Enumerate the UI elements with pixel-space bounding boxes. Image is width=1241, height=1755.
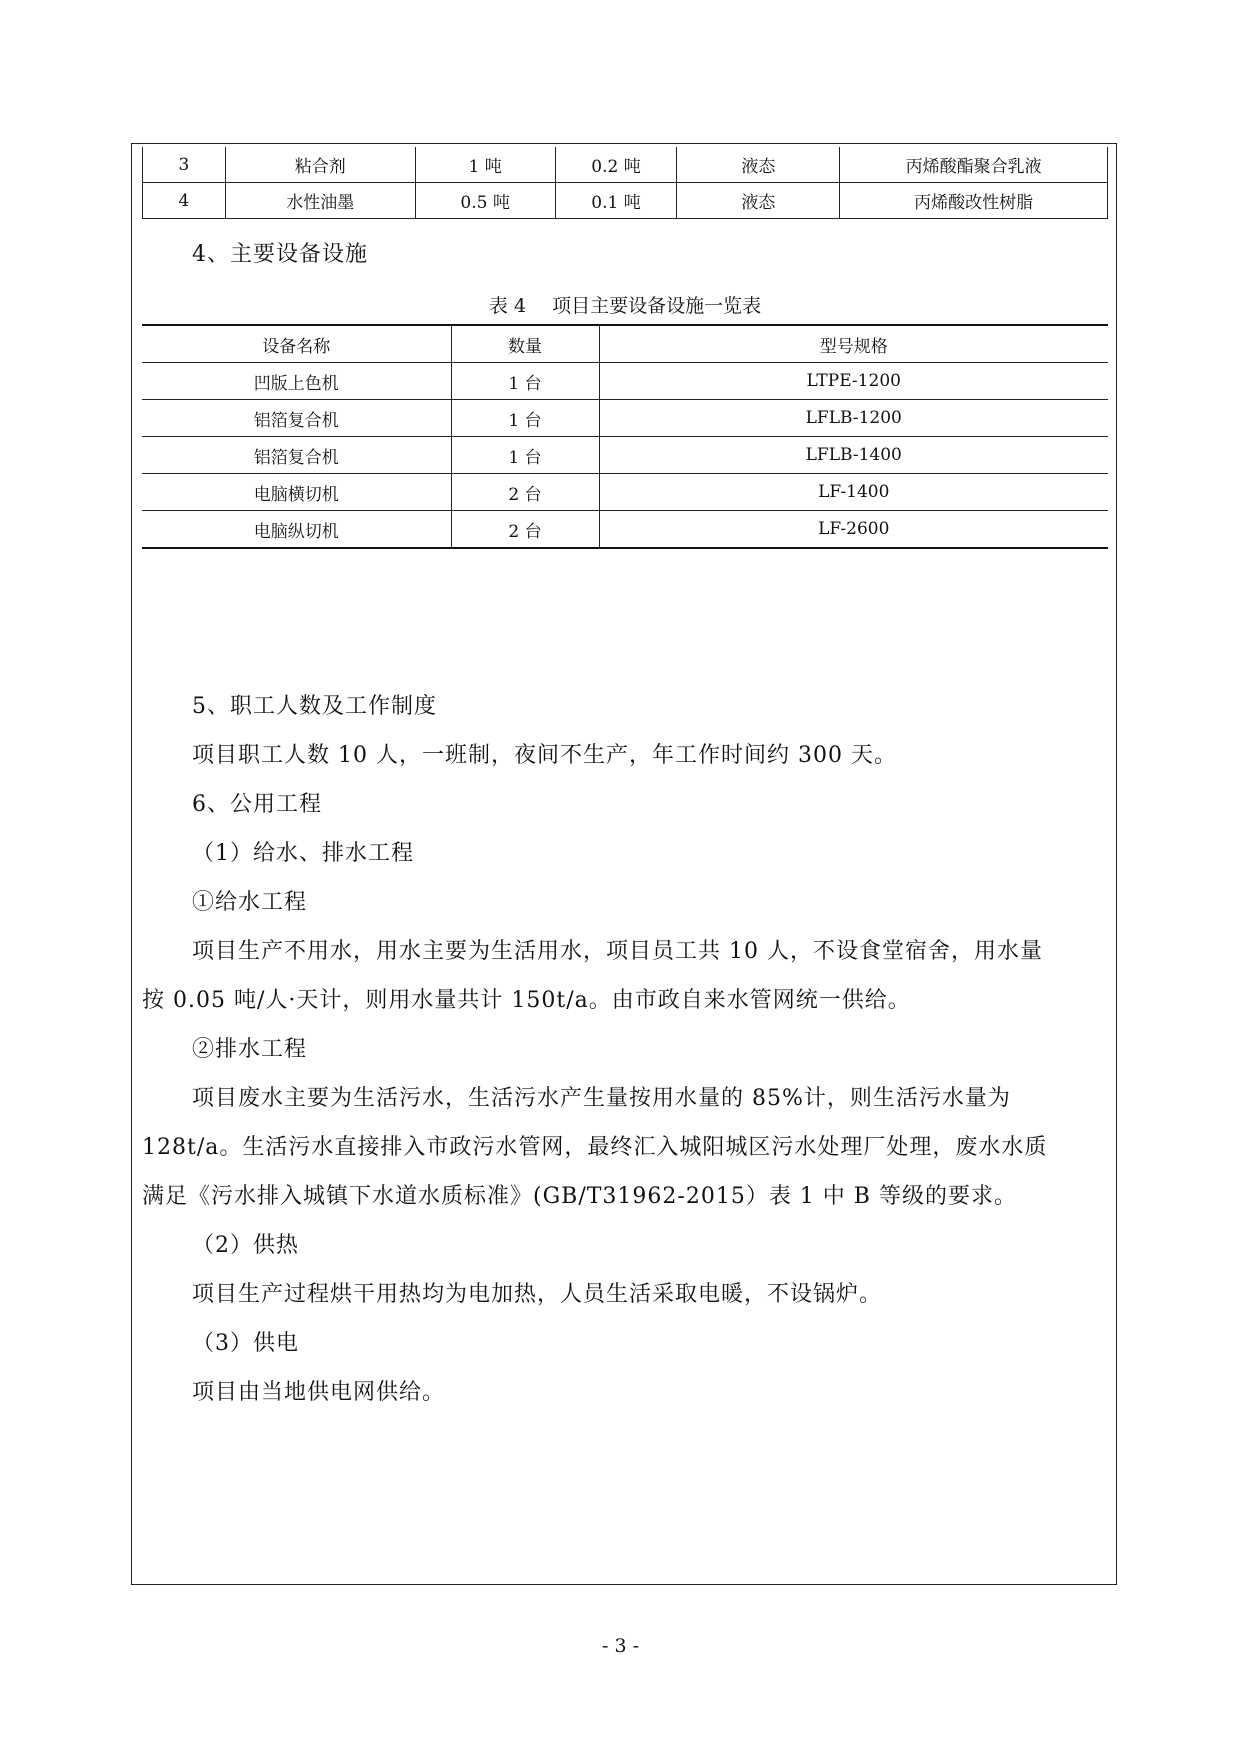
water-supply-line: 项目生产不用水，用水主要为生活用水，项目员工共 10 人，不设食堂宿舍，用水量	[192, 939, 1043, 964]
material-component: 丙烯酸改性树脂	[840, 183, 1108, 219]
drainage-line: 满足《污水排入城镇下水道水质标准》(GB/T31962-2015）表 1 中 B 等级的要求。	[142, 1184, 1017, 1209]
page-number: - 3 -	[601, 1635, 639, 1657]
drainage-title: ②排水工程	[192, 1037, 308, 1062]
material-annual: 1 吨	[415, 147, 555, 183]
equipment-model: LTPE-1200	[599, 363, 1108, 400]
equipment-model: LF-2600	[599, 511, 1108, 549]
subheading-heating: （2）供热	[192, 1233, 299, 1258]
equipment-name: 铝箔复合机	[142, 437, 451, 474]
water-supply-title: ①给水工程	[192, 890, 308, 915]
section-heading-utilities: 6、公用工程	[192, 792, 322, 817]
equipment-table	[142, 324, 1108, 549]
staff-text: 项目职工人数 10 人，一班制，夜间不生产，年工作时间约 300 天。	[192, 743, 897, 768]
equipment-qty: 1 台	[451, 363, 599, 400]
material-state: 液态	[677, 183, 840, 219]
table-row	[143, 147, 1108, 183]
equipment-model: LFLB-1400	[599, 437, 1108, 474]
drainage-line: 128t/a。生活污水直接排入市政污水管网，最终汇入城阳城区污水处理厂处理，废水水质	[142, 1135, 1048, 1160]
material-name: 水性油墨	[225, 183, 415, 219]
section-heading-staff: 5、职工人数及工作制度	[192, 694, 437, 719]
table-row	[143, 183, 1108, 219]
table-row	[142, 363, 1108, 400]
equipment-model: LF-1400	[599, 474, 1108, 511]
section-heading-equipment: 4、主要设备设施	[192, 242, 368, 267]
material-no: 4	[143, 183, 226, 219]
materials-table	[142, 147, 1108, 219]
column-header: 型号规格	[599, 325, 1108, 363]
material-no: 3	[143, 147, 226, 183]
equipment-qty: 2 台	[451, 474, 599, 511]
table-row	[142, 400, 1108, 437]
column-header: 设备名称	[142, 325, 451, 363]
equipment-name: 凹版上色机	[142, 363, 451, 400]
subheading-water: （1）给水、排水工程	[192, 841, 414, 866]
table-row	[142, 437, 1108, 474]
material-name: 粘合剂	[225, 147, 415, 183]
equipment-name: 电脑纵切机	[142, 511, 451, 549]
equipment-model: LFLB-1200	[599, 400, 1108, 437]
water-supply-line: 按 0.05 吨/人·天计，则用水量共计 150t/a。由市政自来水管网统一供给。	[142, 988, 911, 1013]
table-header-row	[142, 325, 1108, 363]
table-caption-text: 项目主要设备设施一览表	[552, 295, 762, 317]
material-storage: 0.1 吨	[555, 183, 677, 219]
power-text: 项目由当地供电网供给。	[192, 1380, 446, 1405]
equipment-name: 铝箔复合机	[142, 400, 451, 437]
material-annual: 0.5 吨	[415, 183, 555, 219]
content-frame	[131, 143, 1117, 1585]
table-row	[142, 474, 1108, 511]
equipment-name: 电脑横切机	[142, 474, 451, 511]
heating-text: 项目生产过程烘干用热均为电加热，人员生活采取电暖，不设锅炉。	[192, 1282, 883, 1307]
material-storage: 0.2 吨	[555, 147, 677, 183]
equipment-qty: 1 台	[451, 400, 599, 437]
subheading-power: （3）供电	[192, 1331, 299, 1356]
table-row	[142, 511, 1108, 549]
equipment-qty: 1 台	[451, 437, 599, 474]
table-caption	[132, 291, 1118, 318]
column-header: 数量	[451, 325, 599, 363]
drainage-line: 项目废水主要为生活污水，生活污水产生量按用水量的 85%计，则生活污水量为	[192, 1086, 1011, 1111]
table-caption-number: 表 4	[488, 295, 527, 317]
equipment-qty: 2 台	[451, 511, 599, 549]
material-component: 丙烯酸酯聚合乳液	[840, 147, 1108, 183]
material-state: 液态	[677, 147, 840, 183]
